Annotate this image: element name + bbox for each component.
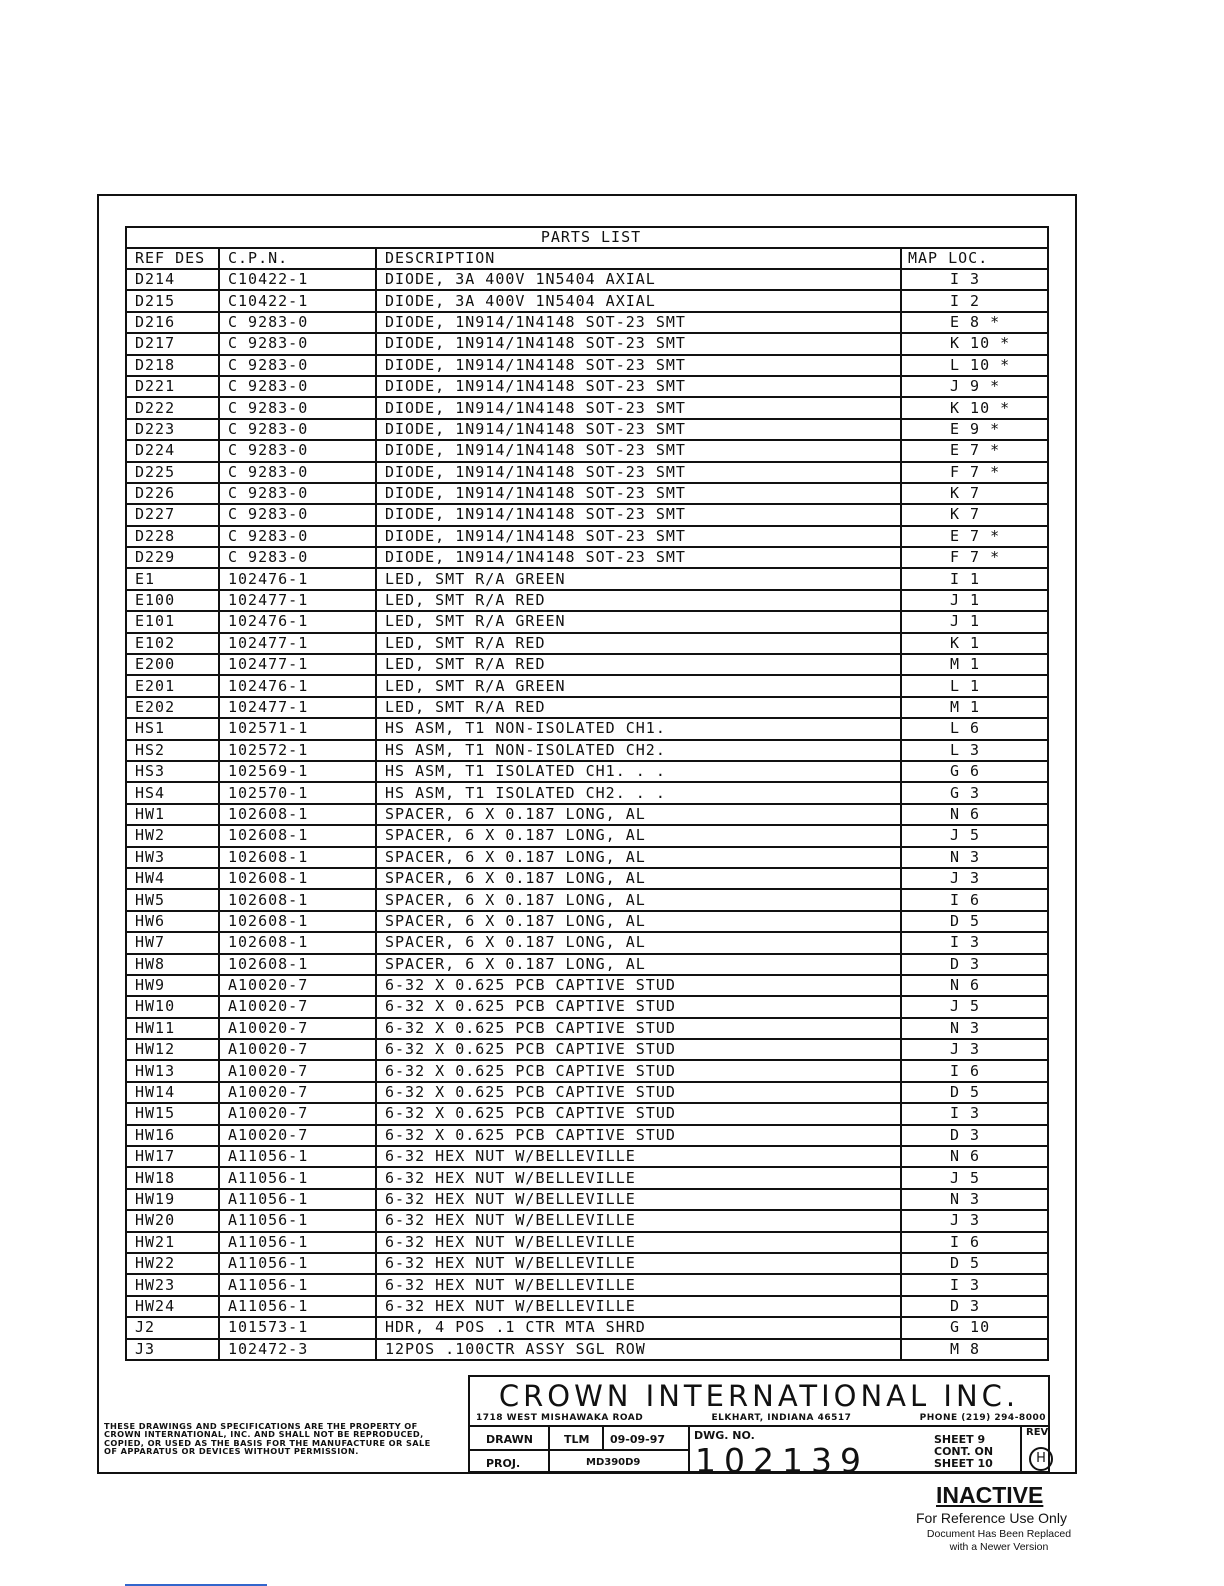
description-cell: HS ASM, T1 ISOLATED CH2. . .	[376, 782, 901, 803]
table-row	[126, 932, 1048, 953]
ref-des-cell: D222	[126, 397, 219, 418]
cpn-cell: 102608-1	[219, 889, 376, 910]
ref-des-cell: HW20	[126, 1210, 219, 1231]
cpn-cell: A10020-7	[219, 1018, 376, 1039]
table-row	[126, 312, 1048, 333]
cpn-cell: 102476-1	[219, 611, 376, 632]
description-cell: DIODE, 1N914/1N4148 SOT-23 SMT	[376, 547, 901, 568]
description-cell: 6-32 HEX NUT W/BELLEVILLE	[376, 1253, 901, 1274]
cpn-cell: 102608-1	[219, 847, 376, 868]
description-cell: 6-32 X 0.625 PCB CAPTIVE STUD	[376, 1125, 901, 1146]
table-row	[126, 782, 1048, 803]
column-header: REF DES	[126, 248, 219, 269]
ref-des-cell: HW14	[126, 1082, 219, 1103]
table-row	[126, 1146, 1048, 1167]
table-row	[126, 1253, 1048, 1274]
map-loc-cell: D 3	[901, 954, 1048, 975]
ref-des-cell: HW23	[126, 1274, 219, 1295]
ref-des-cell: E201	[126, 675, 219, 696]
description-cell: 6-32 HEX NUT W/BELLEVILLE	[376, 1146, 901, 1167]
description-cell: 6-32 HEX NUT W/BELLEVILLE	[376, 1296, 901, 1317]
map-loc-cell: I 3	[901, 932, 1048, 953]
description-cell: 12POS .100CTR ASSY SGL ROW	[376, 1339, 901, 1360]
cpn-cell: C 9283-0	[219, 419, 376, 440]
ref-des-cell: D226	[126, 483, 219, 504]
cpn-cell: A11056-1	[219, 1253, 376, 1274]
table-row	[126, 611, 1048, 632]
column-header: MAP LOC.	[901, 248, 1048, 269]
cpn-cell: A10020-7	[219, 1082, 376, 1103]
map-loc-cell: M 1	[901, 697, 1048, 718]
table-row	[126, 825, 1048, 846]
cpn-cell: 102570-1	[219, 782, 376, 803]
ref-des-cell: D215	[126, 290, 219, 311]
table-row	[126, 1018, 1048, 1039]
replaced-note	[918, 1528, 1080, 1554]
map-loc-cell: I 6	[901, 1232, 1048, 1253]
table-row	[126, 1060, 1048, 1081]
map-loc-cell: N 6	[901, 1146, 1048, 1167]
ref-des-cell: D221	[126, 376, 219, 397]
ref-des-cell: HW11	[126, 1018, 219, 1039]
ref-des-cell: HW10	[126, 996, 219, 1017]
description-cell: LED, SMT R/A GREEN	[376, 611, 901, 632]
cpn-cell: 102477-1	[219, 654, 376, 675]
map-loc-cell: J 3	[901, 1039, 1048, 1060]
table-row	[126, 804, 1048, 825]
cpn-cell: C 9283-0	[219, 462, 376, 483]
cpn-cell: C 9283-0	[219, 483, 376, 504]
ref-des-cell: HW21	[126, 1232, 219, 1253]
ref-des-cell: HW18	[126, 1167, 219, 1188]
ref-des-cell: E101	[126, 611, 219, 632]
cpn-cell: C 9283-0	[219, 440, 376, 461]
replaced-line-1: Document Has Been Replaced	[926, 1528, 1072, 1540]
map-loc-cell: I 2	[901, 290, 1048, 311]
ref-des-cell: D214	[126, 269, 219, 290]
description-cell: HS ASM, T1 ISOLATED CH1. . .	[376, 761, 901, 782]
ref-des-cell: D217	[126, 333, 219, 354]
ref-des-cell: HW8	[126, 954, 219, 975]
divider	[470, 1449, 688, 1451]
ref-des-cell: HW24	[126, 1296, 219, 1317]
project-number: MD390D9	[586, 1457, 641, 1468]
map-loc-cell: G 10	[901, 1317, 1048, 1338]
proprietary-notice: THESE DRAWINGS AND SPECIFICATIONS ARE THE PROPERTY OF CROWN INTERNATIONAL, INC. AND SHALL NOT BE REPRODUCED, COPIED, OR USED AS THE BASIS FOR THE MANUFACTURE OR SALE OF APPARATUS OR DEVICES WITHOUT PERMISSION.	[104, 1421, 431, 1457]
table-row	[126, 1189, 1048, 1210]
map-loc-cell: J 3	[901, 868, 1048, 889]
cpn-cell: 102608-1	[219, 954, 376, 975]
description-cell: DIODE, 1N914/1N4148 SOT-23 SMT	[376, 462, 901, 483]
ref-des-cell: E1	[126, 568, 219, 589]
cpn-cell: 102571-1	[219, 718, 376, 739]
table-row	[126, 355, 1048, 376]
table-row	[126, 697, 1048, 718]
map-loc-cell: N 6	[901, 975, 1048, 996]
description-cell: DIODE, 3A 400V 1N5404 AXIAL	[376, 269, 901, 290]
table-row	[126, 547, 1048, 568]
map-loc-cell: I 3	[901, 269, 1048, 290]
description-cell: SPACER, 6 X 0.187 LONG, AL	[376, 954, 901, 975]
table-row	[126, 954, 1048, 975]
cpn-cell: 102572-1	[219, 740, 376, 761]
map-loc-cell: M 1	[901, 654, 1048, 675]
map-loc-cell: I 3	[901, 1274, 1048, 1295]
table-row	[126, 483, 1048, 504]
description-cell: DIODE, 1N914/1N4148 SOT-23 SMT	[376, 419, 901, 440]
ref-des-cell: HW22	[126, 1253, 219, 1274]
column-header: DESCRIPTION	[376, 248, 901, 269]
description-cell: DIODE, 1N914/1N4148 SOT-23 SMT	[376, 355, 901, 376]
cpn-cell: A11056-1	[219, 1274, 376, 1295]
description-cell: DIODE, 1N914/1N4148 SOT-23 SMT	[376, 440, 901, 461]
ref-des-cell: HW2	[126, 825, 219, 846]
table-row	[126, 1167, 1048, 1188]
cpn-cell: 102477-1	[219, 697, 376, 718]
ref-des-cell: D223	[126, 419, 219, 440]
drawn-by: TLM	[564, 1433, 590, 1446]
ref-des-cell: HW9	[126, 975, 219, 996]
description-cell: SPACER, 6 X 0.187 LONG, AL	[376, 889, 901, 910]
ref-des-cell: D218	[126, 355, 219, 376]
ref-des-cell: HS4	[126, 782, 219, 803]
map-loc-cell: G 3	[901, 782, 1048, 803]
map-loc-cell: I 6	[901, 889, 1048, 910]
cpn-cell: A10020-7	[219, 1125, 376, 1146]
cpn-cell: C 9283-0	[219, 547, 376, 568]
cpn-cell: C 9283-0	[219, 526, 376, 547]
replaced-line-2: with a Newer Version	[949, 1541, 1049, 1553]
cpn-cell: 101573-1	[219, 1317, 376, 1338]
cpn-cell: C 9283-0	[219, 504, 376, 525]
table-row	[126, 504, 1048, 525]
cpn-cell: 102569-1	[219, 761, 376, 782]
ref-des-cell: HW12	[126, 1039, 219, 1060]
description-cell: LED, SMT R/A RED	[376, 697, 901, 718]
map-loc-cell: N 3	[901, 847, 1048, 868]
description-cell: HS ASM, T1 NON-ISOLATED CH2.	[376, 740, 901, 761]
ref-des-cell: HS3	[126, 761, 219, 782]
dwg-no-label: DWG. NO.	[694, 1429, 755, 1442]
phone-number: PHONE (219) 294-8000	[919, 1413, 1046, 1423]
table-row	[126, 333, 1048, 354]
map-loc-cell: M 8	[901, 1339, 1048, 1360]
ref-des-cell: HW13	[126, 1060, 219, 1081]
map-loc-cell: J 9 *	[901, 376, 1048, 397]
description-cell: SPACER, 6 X 0.187 LONG, AL	[376, 932, 901, 953]
cpn-cell: 102476-1	[219, 675, 376, 696]
table-row	[126, 996, 1048, 1017]
cpn-cell: A10020-7	[219, 1060, 376, 1081]
ref-des-cell: HW5	[126, 889, 219, 910]
cpn-cell: 102608-1	[219, 825, 376, 846]
description-cell: DIODE, 1N914/1N4148 SOT-23 SMT	[376, 312, 901, 333]
map-loc-cell: G 6	[901, 761, 1048, 782]
description-cell: 6-32 HEX NUT W/BELLEVILLE	[376, 1167, 901, 1188]
parts-list-table	[125, 226, 1049, 1361]
divider	[470, 1425, 1048, 1427]
cpn-cell: A11056-1	[219, 1146, 376, 1167]
map-loc-cell: E 7 *	[901, 526, 1048, 547]
ref-des-cell: J2	[126, 1317, 219, 1338]
divider	[602, 1425, 604, 1449]
cpn-cell: A11056-1	[219, 1167, 376, 1188]
rev-label: REV	[1026, 1427, 1049, 1438]
table-row	[126, 1103, 1048, 1124]
map-loc-cell: K 7	[901, 504, 1048, 525]
ref-des-cell: D216	[126, 312, 219, 333]
drawn-label: DRAWN	[486, 1433, 533, 1446]
map-loc-cell: D 5	[901, 1082, 1048, 1103]
cont-on-label: CONT. ON	[934, 1445, 994, 1458]
cpn-cell: 102608-1	[219, 932, 376, 953]
cpn-cell: C 9283-0	[219, 355, 376, 376]
ref-des-cell: HW19	[126, 1189, 219, 1210]
map-loc-cell: I 3	[901, 1103, 1048, 1124]
table-row	[126, 526, 1048, 547]
description-cell: 6-32 HEX NUT W/BELLEVILLE	[376, 1232, 901, 1253]
description-cell: SPACER, 6 X 0.187 LONG, AL	[376, 804, 901, 825]
cpn-cell: C 9283-0	[219, 312, 376, 333]
map-loc-cell: J 5	[901, 996, 1048, 1017]
table-row	[126, 975, 1048, 996]
description-cell: 6-32 HEX NUT W/BELLEVILLE	[376, 1210, 901, 1231]
table-row	[126, 290, 1048, 311]
map-loc-cell: L 6	[901, 718, 1048, 739]
map-loc-cell: D 5	[901, 911, 1048, 932]
cpn-cell: A11056-1	[219, 1189, 376, 1210]
description-cell: SPACER, 6 X 0.187 LONG, AL	[376, 868, 901, 889]
ref-des-cell: E100	[126, 590, 219, 611]
map-loc-cell: J 1	[901, 590, 1048, 611]
cpn-cell: 102476-1	[219, 568, 376, 589]
table-row	[126, 419, 1048, 440]
map-loc-cell: E 8 *	[901, 312, 1048, 333]
divider	[1020, 1425, 1022, 1473]
cpn-cell: A11056-1	[219, 1296, 376, 1317]
map-loc-cell: F 7 *	[901, 547, 1048, 568]
description-cell: LED, SMT R/A RED	[376, 654, 901, 675]
table-row	[126, 1082, 1048, 1103]
city-address: ELKHART, INDIANA 46517	[711, 1413, 852, 1423]
table-row	[126, 633, 1048, 654]
table-row	[126, 911, 1048, 932]
column-header: C.P.N.	[219, 248, 376, 269]
table-row	[126, 1125, 1048, 1146]
divider	[548, 1425, 550, 1473]
cpn-cell: 102472-3	[219, 1339, 376, 1360]
ref-des-cell: J3	[126, 1339, 219, 1360]
map-loc-cell: E 9 *	[901, 419, 1048, 440]
map-loc-cell: L 3	[901, 740, 1048, 761]
cpn-cell: A10020-7	[219, 1039, 376, 1060]
table-row	[126, 269, 1048, 290]
description-cell: LED, SMT R/A GREEN	[376, 568, 901, 589]
parts-list-title: PARTS LIST	[126, 227, 1048, 248]
table-row	[126, 654, 1048, 675]
description-cell: 6-32 X 0.625 PCB CAPTIVE STUD	[376, 996, 901, 1017]
description-cell: DIODE, 1N914/1N4148 SOT-23 SMT	[376, 333, 901, 354]
description-cell: LED, SMT R/A GREEN	[376, 675, 901, 696]
table-row	[126, 1232, 1048, 1253]
ref-des-cell: D228	[126, 526, 219, 547]
ref-des-cell: E200	[126, 654, 219, 675]
cpn-cell: 102608-1	[219, 868, 376, 889]
table-row	[126, 761, 1048, 782]
description-cell: 6-32 X 0.625 PCB CAPTIVE STUD	[376, 975, 901, 996]
ref-des-cell: D227	[126, 504, 219, 525]
map-loc-cell: J 5	[901, 1167, 1048, 1188]
description-cell: 6-32 X 0.625 PCB CAPTIVE STUD	[376, 1082, 901, 1103]
map-loc-cell: J 3	[901, 1210, 1048, 1231]
map-loc-cell: F 7 *	[901, 462, 1048, 483]
company-name: CROWN INTERNATIONAL INC.	[498, 1379, 1020, 1413]
ref-des-cell: HW15	[126, 1103, 219, 1124]
map-loc-cell: L 10 *	[901, 355, 1048, 376]
map-loc-cell: E 7 *	[901, 440, 1048, 461]
drawing-number: 102139	[695, 1441, 869, 1480]
cpn-cell: 102608-1	[219, 911, 376, 932]
table-row	[126, 397, 1048, 418]
cpn-cell: A10020-7	[219, 975, 376, 996]
ref-des-cell: E202	[126, 697, 219, 718]
cpn-cell: C 9283-0	[219, 376, 376, 397]
description-cell: 6-32 X 0.625 PCB CAPTIVE STUD	[376, 1103, 901, 1124]
description-cell: LED, SMT R/A RED	[376, 633, 901, 654]
cpn-cell: A10020-7	[219, 1103, 376, 1124]
map-loc-cell: K 10 *	[901, 397, 1048, 418]
map-loc-cell: L 1	[901, 675, 1048, 696]
table-row	[126, 440, 1048, 461]
parts-list-body	[126, 269, 1048, 1360]
street-address: 1718 WEST MISHAWAKA ROAD	[476, 1413, 644, 1423]
parts-list-header	[126, 248, 1048, 269]
reference-note: For Reference Use Only	[916, 1510, 1067, 1526]
proj-label: PROJ.	[486, 1457, 521, 1470]
description-cell: HDR, 4 POS .1 CTR MTA SHRD	[376, 1317, 901, 1338]
ref-des-cell: HW1	[126, 804, 219, 825]
cpn-cell: 102477-1	[219, 633, 376, 654]
table-row	[126, 1039, 1048, 1060]
description-cell: SPACER, 6 X 0.187 LONG, AL	[376, 825, 901, 846]
map-loc-cell: N 3	[901, 1018, 1048, 1039]
ref-des-cell: HW16	[126, 1125, 219, 1146]
divider	[688, 1425, 690, 1473]
ref-des-cell: HW6	[126, 911, 219, 932]
map-loc-cell: I 6	[901, 1060, 1048, 1081]
table-row	[126, 740, 1048, 761]
description-cell: DIODE, 1N914/1N4148 SOT-23 SMT	[376, 397, 901, 418]
drawn-date: 09-09-97	[610, 1433, 666, 1446]
description-cell: DIODE, 1N914/1N4148 SOT-23 SMT	[376, 483, 901, 504]
table-row	[126, 675, 1048, 696]
map-loc-cell: D 5	[901, 1253, 1048, 1274]
description-cell: 6-32 X 0.625 PCB CAPTIVE STUD	[376, 1039, 901, 1060]
company-address	[476, 1413, 1046, 1423]
table-row	[126, 1317, 1048, 1338]
table-row	[126, 1274, 1048, 1295]
description-cell: LED, SMT R/A RED	[376, 590, 901, 611]
table-row	[126, 1296, 1048, 1317]
cpn-cell: 102477-1	[219, 590, 376, 611]
map-loc-cell: K 1	[901, 633, 1048, 654]
cpn-cell: 102608-1	[219, 804, 376, 825]
table-row	[126, 1210, 1048, 1231]
cpn-cell: A11056-1	[219, 1232, 376, 1253]
cpn-cell: A11056-1	[219, 1210, 376, 1231]
table-row	[126, 462, 1048, 483]
map-loc-cell: J 1	[901, 611, 1048, 632]
sheet-number: SHEET 9	[934, 1433, 986, 1446]
ref-des-cell: HS2	[126, 740, 219, 761]
cpn-cell: C10422-1	[219, 290, 376, 311]
cpn-cell: C 9283-0	[219, 397, 376, 418]
map-loc-cell: J 5	[901, 825, 1048, 846]
description-cell: DIODE, 3A 400V 1N5404 AXIAL	[376, 290, 901, 311]
description-cell: HS ASM, T1 NON-ISOLATED CH1.	[376, 718, 901, 739]
description-cell: DIODE, 1N914/1N4148 SOT-23 SMT	[376, 504, 901, 525]
description-cell: DIODE, 1N914/1N4148 SOT-23 SMT	[376, 376, 901, 397]
cont-sheet: SHEET 10	[934, 1457, 993, 1470]
ref-des-cell: HW4	[126, 868, 219, 889]
table-row	[126, 590, 1048, 611]
cpn-cell: C10422-1	[219, 269, 376, 290]
ref-des-cell: HW7	[126, 932, 219, 953]
description-cell: SPACER, 6 X 0.187 LONG, AL	[376, 911, 901, 932]
table-row	[126, 376, 1048, 397]
title-block	[468, 1375, 1050, 1480]
description-cell: 6-32 X 0.625 PCB CAPTIVE STUD	[376, 1018, 901, 1039]
cpn-cell: C 9283-0	[219, 333, 376, 354]
table-row	[126, 718, 1048, 739]
revision-letter: H	[1029, 1447, 1053, 1471]
description-cell: 6-32 HEX NUT W/BELLEVILLE	[376, 1274, 901, 1295]
map-loc-cell: N 3	[901, 1189, 1048, 1210]
description-cell: 6-32 X 0.625 PCB CAPTIVE STUD	[376, 1060, 901, 1081]
ref-des-cell: D225	[126, 462, 219, 483]
table-row	[126, 889, 1048, 910]
map-loc-cell: K 10 *	[901, 333, 1048, 354]
description-cell: SPACER, 6 X 0.187 LONG, AL	[376, 847, 901, 868]
table-row	[126, 1339, 1048, 1360]
ref-des-cell: D224	[126, 440, 219, 461]
description-cell: DIODE, 1N914/1N4148 SOT-23 SMT	[376, 526, 901, 547]
map-loc-cell: I 1	[901, 568, 1048, 589]
cpn-cell: A10020-7	[219, 996, 376, 1017]
map-loc-cell: N 6	[901, 804, 1048, 825]
ref-des-cell: HS1	[126, 718, 219, 739]
inactive-stamp: INACTIVE	[936, 1482, 1044, 1508]
map-loc-cell: K 7	[901, 483, 1048, 504]
ref-des-cell: D229	[126, 547, 219, 568]
ref-des-cell: HW17	[126, 1146, 219, 1167]
map-loc-cell: D 3	[901, 1125, 1048, 1146]
table-row	[126, 847, 1048, 868]
description-cell: 6-32 HEX NUT W/BELLEVILLE	[376, 1189, 901, 1210]
ref-des-cell: HW3	[126, 847, 219, 868]
ref-des-cell: E102	[126, 633, 219, 654]
map-loc-cell: D 3	[901, 1296, 1048, 1317]
table-row	[126, 568, 1048, 589]
table-row	[126, 868, 1048, 889]
